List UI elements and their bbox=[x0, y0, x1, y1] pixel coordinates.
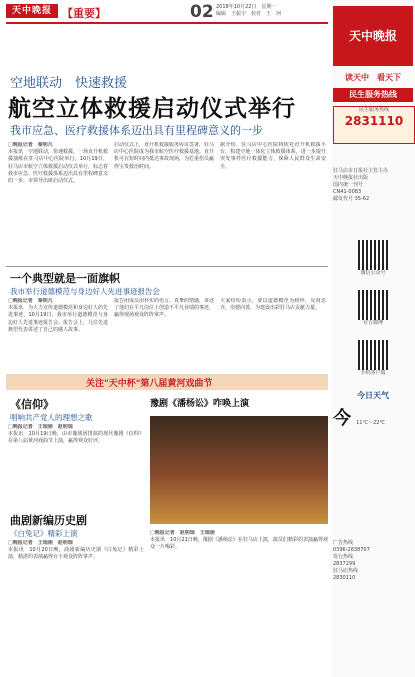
story5-byline: □晚报记者 赵明瑞 王瑞娟 bbox=[150, 530, 215, 536]
lead-subhead: 我市应急、医疗救援体系迈出具有里程碑意义的一步 bbox=[10, 124, 263, 137]
story5-headline: 豫剧《潘杨讼》咋唤上演 bbox=[150, 399, 250, 409]
contact-dist-label: 发行热线 bbox=[333, 554, 354, 560]
publisher-info bbox=[333, 168, 413, 203]
hotline-box bbox=[333, 106, 415, 144]
qr-block-3 bbox=[333, 340, 413, 377]
publisher-name: 天中晚报社出版 bbox=[333, 175, 369, 181]
story2-headline: 一个典型就是一面旗帜 bbox=[10, 272, 120, 285]
masthead-info bbox=[216, 4, 328, 18]
story4-subhead: 《白兔记》精彩上演 bbox=[10, 529, 78, 538]
publisher-owner: 驻马店市日报社主管主办 bbox=[333, 168, 389, 174]
newspaper-logo: 天中晚报 bbox=[6, 4, 58, 18]
story5-text: 本报讯 10月21日晚，豫剧《潘杨讼》在驻马店上演，演员们精彩的表演赢得观众一片喝彩。 bbox=[150, 537, 328, 551]
contact-hot-number: 2830110 bbox=[333, 575, 356, 581]
story3-byline: □晚报记者 王瑞娟 赵明瑞 bbox=[8, 424, 73, 430]
contact-ad-number: 0396-2838707 bbox=[333, 547, 370, 553]
qr-block-2 bbox=[333, 290, 413, 327]
sidebar-logo: 天中晚报 bbox=[333, 6, 413, 66]
qr3-label: 手机客户端 bbox=[360, 370, 386, 376]
story3-subhead: 唱响共产党人的理想之歌 bbox=[10, 413, 93, 422]
qr-code-icon bbox=[358, 290, 388, 320]
lead-column-3: 据介绍，驻马店中心医院将依托直升机救援平台，构建空地一体化立体救援体系，进一步提升突发事件医疗救援能力，保障人民群众生命安全。 bbox=[220, 142, 326, 170]
contact-info bbox=[333, 540, 413, 582]
story3-headline: 《信仰》 bbox=[10, 398, 54, 411]
lead-body-1: 本报讯 空地联动，快速救援。一场直升机救援演练在驻马店中心医院举行。10月19日，驻马店市航空立体救援启动仪式举行，标志着我市应急、医疗救援体系迈出具有里程碑意义的一步。市领导出席启动仪式。 bbox=[8, 149, 108, 185]
sidebar-promo: 民生服务热线 bbox=[333, 88, 413, 102]
qr-block-1 bbox=[333, 240, 413, 277]
story5-body bbox=[150, 530, 328, 668]
qr2-label: 官方微博 bbox=[362, 320, 383, 326]
masthead-rule bbox=[6, 22, 328, 24]
section-divider bbox=[6, 266, 328, 267]
festival-banner-text: 关注"天中杯"第八届黄河戏曲节 bbox=[86, 379, 213, 389]
story2-subhead: 我市举行道德模范与身边好人先进事迹报告会 bbox=[10, 287, 160, 296]
contact-dist-number: 2837299 bbox=[333, 561, 356, 567]
issue-code-label: 国内统一刊号 bbox=[333, 182, 364, 188]
hotline-number: 2831110 bbox=[344, 114, 404, 128]
opera-stage-photo bbox=[150, 416, 328, 524]
editor-line: 编辑 王振宇 校对 王 珂 bbox=[216, 11, 282, 17]
story2-column-1 bbox=[8, 298, 108, 370]
lead-column-2: 启动仪式上，直升机救援服务协议签署，驻马店中心医院成为我市航空医疗救援基地。直升机可在短时间内抵达事故现场，为危重伤员赢得宝贵救治时间。 bbox=[114, 142, 214, 170]
issue-date: 2018年10月22日 星期一 bbox=[216, 4, 277, 10]
contact-hot-label: 驻马店热线 bbox=[333, 568, 359, 574]
cn-number: CN41-0083 bbox=[333, 189, 362, 195]
weather-day: 今 bbox=[333, 408, 351, 429]
weather-temp: 11℃～22℃ bbox=[356, 420, 386, 426]
lead-kicker: 空地联动 快速救援 bbox=[10, 76, 128, 91]
contact-ad-label: 广告热线 bbox=[333, 540, 354, 546]
lead-headline: 航空立体救援启动仪式举行 bbox=[8, 96, 296, 122]
story3-text: 本报讯 10月19日晚，由市豫剧团排演的现代豫剧《信仰》在第八届黄河戏曲节上演，赢得观众好评。 bbox=[8, 431, 144, 445]
lead-byline: □晚报记者 秦明凡 bbox=[8, 142, 53, 148]
story4-text: 本报讯 10月20日晚，曲剧新编历史剧《白兔记》精彩上演，精湛的表演赢得台下观众阵阵掌声。 bbox=[8, 547, 144, 561]
hotline-label: 民生服务热线 bbox=[358, 107, 389, 113]
sidebar-slogan: 读天中 看天下 bbox=[345, 73, 401, 82]
story4-byline: □晚报记者 王瑞娟 赵明瑞 bbox=[8, 540, 73, 546]
page-number: 02 bbox=[190, 2, 214, 22]
qr-code-icon bbox=[358, 340, 388, 370]
story3-body bbox=[8, 424, 144, 508]
lead-column-1 bbox=[8, 142, 108, 262]
story2-column-2: 报告团成员用朴实的语言、真挚的情感，讲述了他们在平凡岗位上创造不平凡业绩的事迹，赢得现场观众阵阵掌声。 bbox=[114, 298, 214, 319]
postal-code: 邮发代号 35-62 bbox=[333, 196, 370, 202]
story2-byline: □晚报记者 秦明凡 bbox=[8, 298, 53, 304]
weather-title: 今日天气 bbox=[357, 391, 389, 400]
story4-headline: 曲剧新编历史剧 bbox=[10, 514, 87, 527]
weather-box bbox=[333, 404, 413, 444]
qr-code-icon bbox=[358, 240, 388, 270]
story2-column-3: 大家纷纷表示，要以道德模范为榜样，见贤思齐，崇德向善，为建设出彩驻马店贡献力量。 bbox=[220, 298, 326, 312]
section-tag: 【重要】 bbox=[62, 7, 106, 20]
story2-body-1: 本报讯 为大力宣传道德模范和身边好人的先进事迹，10月19日，我市举行道德模范与身边好人先进事迹报告会。报告会上，几位先进典型代表讲述了自己的感人故事。 bbox=[8, 305, 108, 333]
qr1-label: 微信公众号 bbox=[360, 270, 386, 276]
story4-body bbox=[8, 540, 144, 668]
